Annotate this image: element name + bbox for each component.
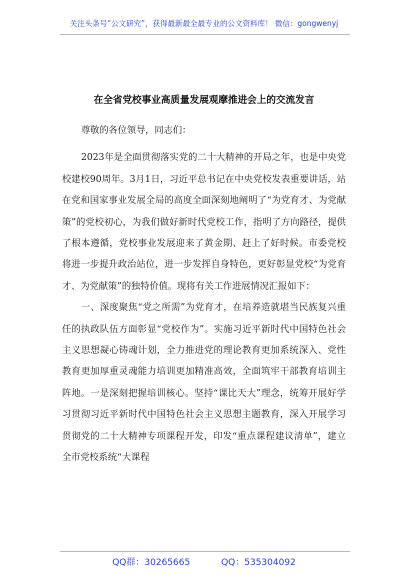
paragraph-2: 一、深度聚焦“党之所需”为党育才，在培养造就堪当民族复兴重任的执政队伍方面彰显“党校作为”。实施习近平新时代中国特色社会主义思想凝心铸魂计划，全力推进党的理论教育更加系统深入、党性教育更加厚重灵魂能力培训更加精准高效，全面筑牢干部教育培训主阵地。一是深刻把握培训核心。坚持“课比天大”理念，统筹开展好学习贯彻习近平新时代中国特色社会主义思想主题教育，深入开展学习贯彻党的二十大精神专项课程开发，印发“重点课程建议清单”，建立全市党校系统“大课程 [62,302,346,464]
promo-header: 关注头条号“公文研究”，获得最新最全最专业的公文资料库！ 微信：gongwenyj [69,19,339,28]
qq-number: QQ：535304092 [221,558,296,568]
contact-footer [0,555,408,568]
paragraph-1: 2023年是全面贯彻落实党的二十大精神的开局之年，也是中央党校建校90周年。3月1日，习近平总书记在中央党校发表重要讲话，站在党和国家事业发展全局的高度全面深刻地阐明了“为党育才、为党献策”的党校初心，为我们做好新时代党校工作，指明了方向路径，提供了根本遵循，党校事业发展迎来了黄金期、赶上了好时候。市委党校将进一步提升政治站位，进一步发挥自身特色，更好彰显党校“为党育才、为党献策”的独特价值。现将有关工作进展情况汇报如下： [62,152,346,292]
document-body [62,120,346,469]
greeting: 尊敬的各位领导，同志们： [81,125,192,136]
qq-group: QQ群：30265665 [112,558,191,568]
header-divider [60,34,350,35]
document-title: 在全省党校事业高质量发展观摩推进会上的交流发言 [93,95,315,106]
footer-divider [60,551,350,552]
